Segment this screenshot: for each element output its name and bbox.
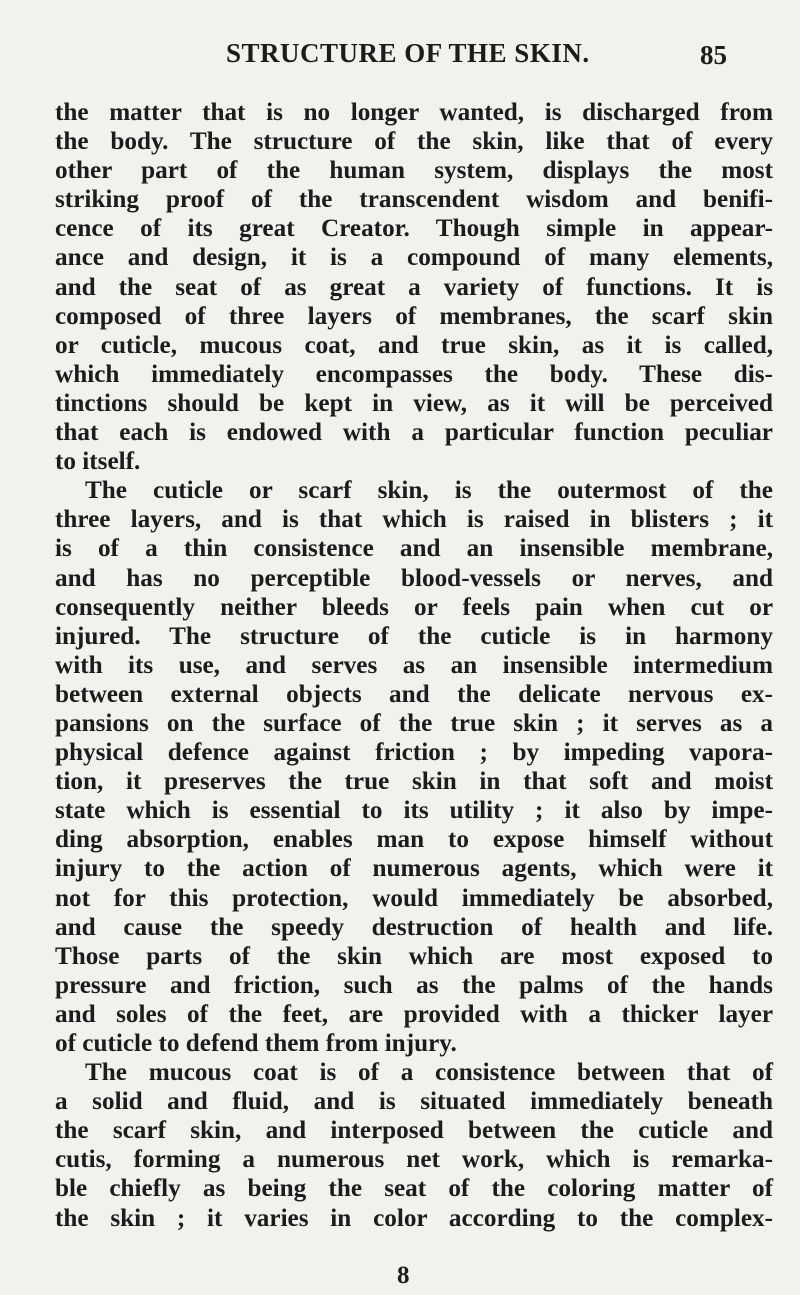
text-line: and the seat of as great a variety of functions. It is — [55, 273, 773, 301]
text-line: striking proof of the transcendent wisdom and benifi- — [55, 186, 773, 214]
text-line: cence of its great Creator. Though simple in appear- — [55, 215, 773, 243]
text-line: state which is essential to its utility ; it also by impe- — [55, 797, 773, 825]
text-line: injury to the action of numerous agents, which were it — [55, 855, 773, 883]
signature-mark: 8 — [397, 1262, 410, 1289]
text-line: other part of the human system, displays the most — [55, 157, 773, 185]
running-head — [0, 38, 800, 78]
text-line: a solid and fluid, and is situated immediately beneath — [55, 1088, 773, 1116]
text-line: with its use, and serves as an insensible intermedium — [55, 651, 773, 679]
text-line: three layers, and is that which is raised in blisters ; it — [55, 506, 773, 534]
running-title: STRUCTURE OF THE SKIN. — [226, 38, 590, 68]
text-line: The cuticle or scarf skin, is the outermost of the — [85, 477, 773, 505]
text-line: which immediately encompasses the body. These dis- — [55, 360, 773, 388]
text-line: the matter that is no longer wanted, is discharged from — [55, 99, 773, 126]
body-text — [55, 98, 773, 1233]
text-line: the skin ; it varies in color according to the complex- — [55, 1204, 773, 1232]
text-line: ding absorption, enables man to expose himself without — [55, 826, 773, 854]
text-line: The mucous coat is of a consistence between that of — [85, 1059, 773, 1087]
page-number: 85 — [700, 40, 727, 70]
text-line: that each is endowed with a particular function peculiar — [55, 419, 773, 447]
text-line: tion, it preserves the true skin in that soft and moist — [55, 768, 773, 796]
text-line: Those parts of the skin which are most exposed to — [55, 942, 773, 970]
text-line: composed of three layers of membranes, the scarf skin — [55, 302, 773, 330]
text-line: of cuticle to defend them from injury. — [55, 1030, 457, 1057]
text-line: cutis, forming a numerous net work, which is remarka- — [55, 1146, 773, 1174]
text-line: and has no perceptible blood-vessels or nerves, and — [55, 564, 773, 592]
text-line: the body. The structure of the skin, like that of every — [55, 128, 773, 156]
text-line: ble chiefly as being the seat of the coloring matter of — [55, 1175, 773, 1203]
text-line: consequently neither bleeds or feels pain when cut or — [55, 593, 773, 621]
text-line: injured. The structure of the cuticle is in harmony — [55, 622, 773, 650]
text-line: physical defence against friction ; by impeding vapora- — [55, 739, 773, 767]
text-line: is of a thin consistence and an insensible membrane, — [55, 535, 773, 563]
text-line: pressure and friction, such as the palms of the hands — [55, 971, 773, 999]
text-line: between external objects and the delicate nervous ex- — [55, 680, 773, 708]
text-line: and soles of the feet, are provided with a thicker layer — [55, 1000, 773, 1028]
text-line: not for this protection, would immediately be absorbed, — [55, 884, 773, 912]
text-line: ance and design, it is a compound of many elements, — [55, 244, 773, 272]
text-line: and cause the speedy destruction of health and life. — [55, 913, 773, 941]
text-line: the scarf skin, and interposed between the cuticle and — [55, 1117, 773, 1145]
text-line: tinctions should be kept in view, as it will be perceived — [55, 389, 773, 417]
text-line: pansions on the surface of the true skin ; it serves as a — [55, 709, 773, 737]
text-line: to itself. — [55, 448, 141, 476]
text-line: or cuticle, mucous coat, and true skin, as it is called, — [55, 331, 773, 359]
